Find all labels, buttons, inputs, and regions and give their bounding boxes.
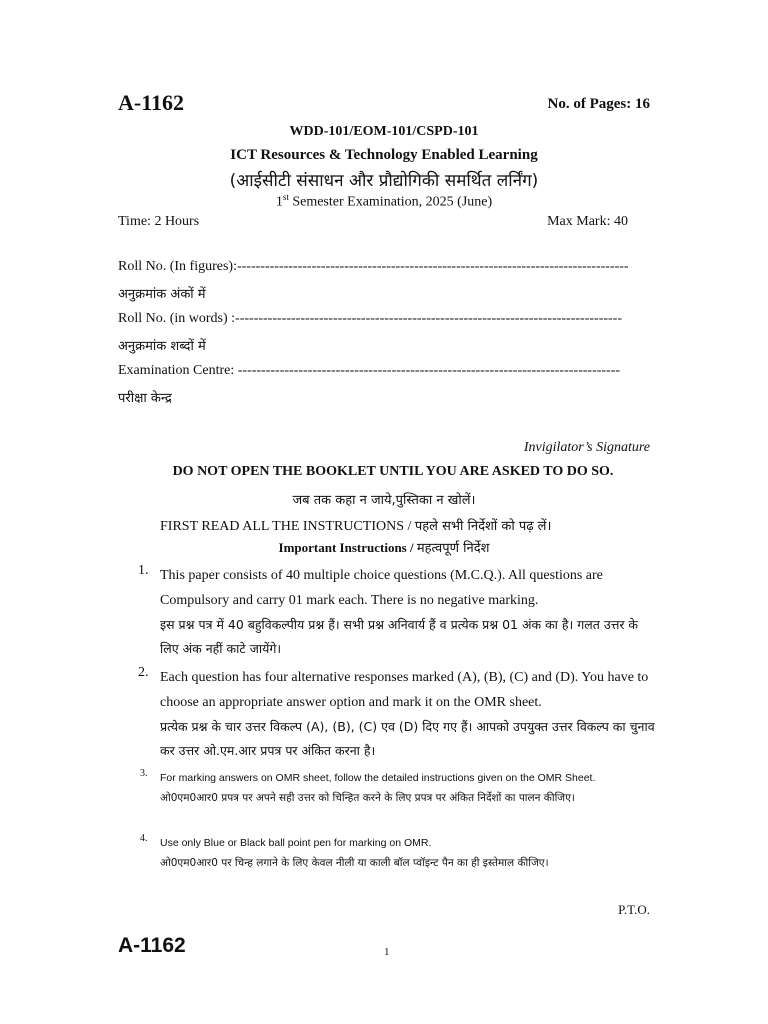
course-code: WDD-101/EOM-101/CSPD-101 xyxy=(289,124,479,139)
instruction-english: Use only Blue or Black ball point pen for marking on OMR. xyxy=(160,837,432,849)
roll-number-figures-field[interactable]: Roll No. (In figures):------------------------------------------------------------------------------------ xyxy=(118,259,629,274)
invigilator-signature-label: Invigilator’s Signature xyxy=(523,440,650,455)
instructions-title xyxy=(0,538,768,556)
instruction-hindi: ओ0एम0आर0 प्रपत्र पर अपने सही उत्तर को चिन्हित करने के लिए प्रपत्र पर अंकित निर्देशों का पालन कीजिए। xyxy=(160,792,575,804)
instruction-number: 2. xyxy=(138,665,149,680)
time-allowed: Time: 2 Hours xyxy=(118,214,200,229)
max-mark: Max Mark: 40 xyxy=(547,214,628,229)
first-read-english: FIRST READ ALL THE INSTRUCTIONS / xyxy=(160,519,415,534)
instruction-english: For marking answers on OMR sheet, follow the detailed instructions given on the OMR Sheet. xyxy=(160,772,596,784)
roll-number-words-hindi: अनुक्रमांक शब्दों में xyxy=(118,339,206,354)
instruction-hindi: ओ0एम0आर0 पर चिन्ह लगाने के लिए केवल नीली या काली बॉल प्वॉइन्ट पैन का ही इस्तेमाल कीजिए। xyxy=(160,857,549,869)
instructions-title-english: Important Instructions / xyxy=(278,540,417,555)
page-count: No. of Pages: 16 xyxy=(547,96,650,112)
instruction-english: Each question has four alternative responses marked (A), (B), (C) and (D). You have to choose an appropriate answer option and mark it on the OMR sheet. xyxy=(160,670,649,710)
roll-number-words-field[interactable]: Roll No. (in words) :----------------------------------------------------------------------------------- xyxy=(118,311,623,326)
first-read-hindi: पहले सभी निर्देशों को पढ़ लें। xyxy=(414,519,552,534)
footer-paper-code: A-1162 xyxy=(118,934,186,957)
do-not-open-warning-hindi: जब तक कहा न जाये,पुस्तिका न खोलें। xyxy=(292,493,476,508)
instruction-number: 3. xyxy=(140,768,148,779)
semester-number: 1 xyxy=(275,194,283,210)
exam-centre-hindi: परीक्षा केन्द्र xyxy=(118,391,172,406)
exam-centre-field[interactable]: Examination Centre: ---------------------------------------------------------------------------------- xyxy=(118,363,621,378)
instruction-english: This paper consists of 40 multiple choice questions (M.C.Q.). All questions are Compulsory and carry 01 mark each. There is no negative marking. xyxy=(160,568,603,608)
instruction-number: 1. xyxy=(138,563,149,578)
course-title-hindi: (आईसीटी संसाधन और प्रौद्योगिकी समर्थित लर्निंग) xyxy=(229,171,539,191)
semester-line xyxy=(0,192,768,211)
instruction-hindi: प्रत्येक प्रश्न के चार उत्तर विकल्प (A), (B), (C) एव (D) दिए गए हैं। आपको उपयुक्त उत्तर विकल्प का चुनाव कर उत्तर ओ.एम.आर प्रपत्र पर अंकित करना है। xyxy=(160,719,655,758)
first-read-notice xyxy=(160,516,551,535)
do-not-open-warning: DO NOT OPEN THE BOOKLET UNTIL YOU ARE ASKED TO DO SO. xyxy=(172,464,614,479)
please-turn-over: P.T.O. xyxy=(618,902,650,917)
semester-text: Semester Examination, 2025 (June) xyxy=(288,194,493,210)
paper-code: A-1162 xyxy=(118,90,184,115)
roll-number-figures-hindi: अनुक्रमांक अंकों में xyxy=(118,287,206,302)
instruction-hindi: इस प्रश्न पत्र में 40 बहुविकल्पीय प्रश्न हैं। सभी प्रश्न अनिवार्य हैं व प्रत्येक प्रश्न 01 अंक का है। गलत उत्तर के लिए अंक नहीं काटे जायेंगे। xyxy=(160,617,639,656)
instructions-title-hindi: महत्वपूर्ण निर्देश xyxy=(416,541,490,556)
page-number: 1 xyxy=(384,946,390,958)
semester-suffix: st xyxy=(282,192,289,202)
course-title: ICT Resources & Technology Enabled Learning xyxy=(230,147,538,163)
instruction-number: 4. xyxy=(140,833,148,844)
